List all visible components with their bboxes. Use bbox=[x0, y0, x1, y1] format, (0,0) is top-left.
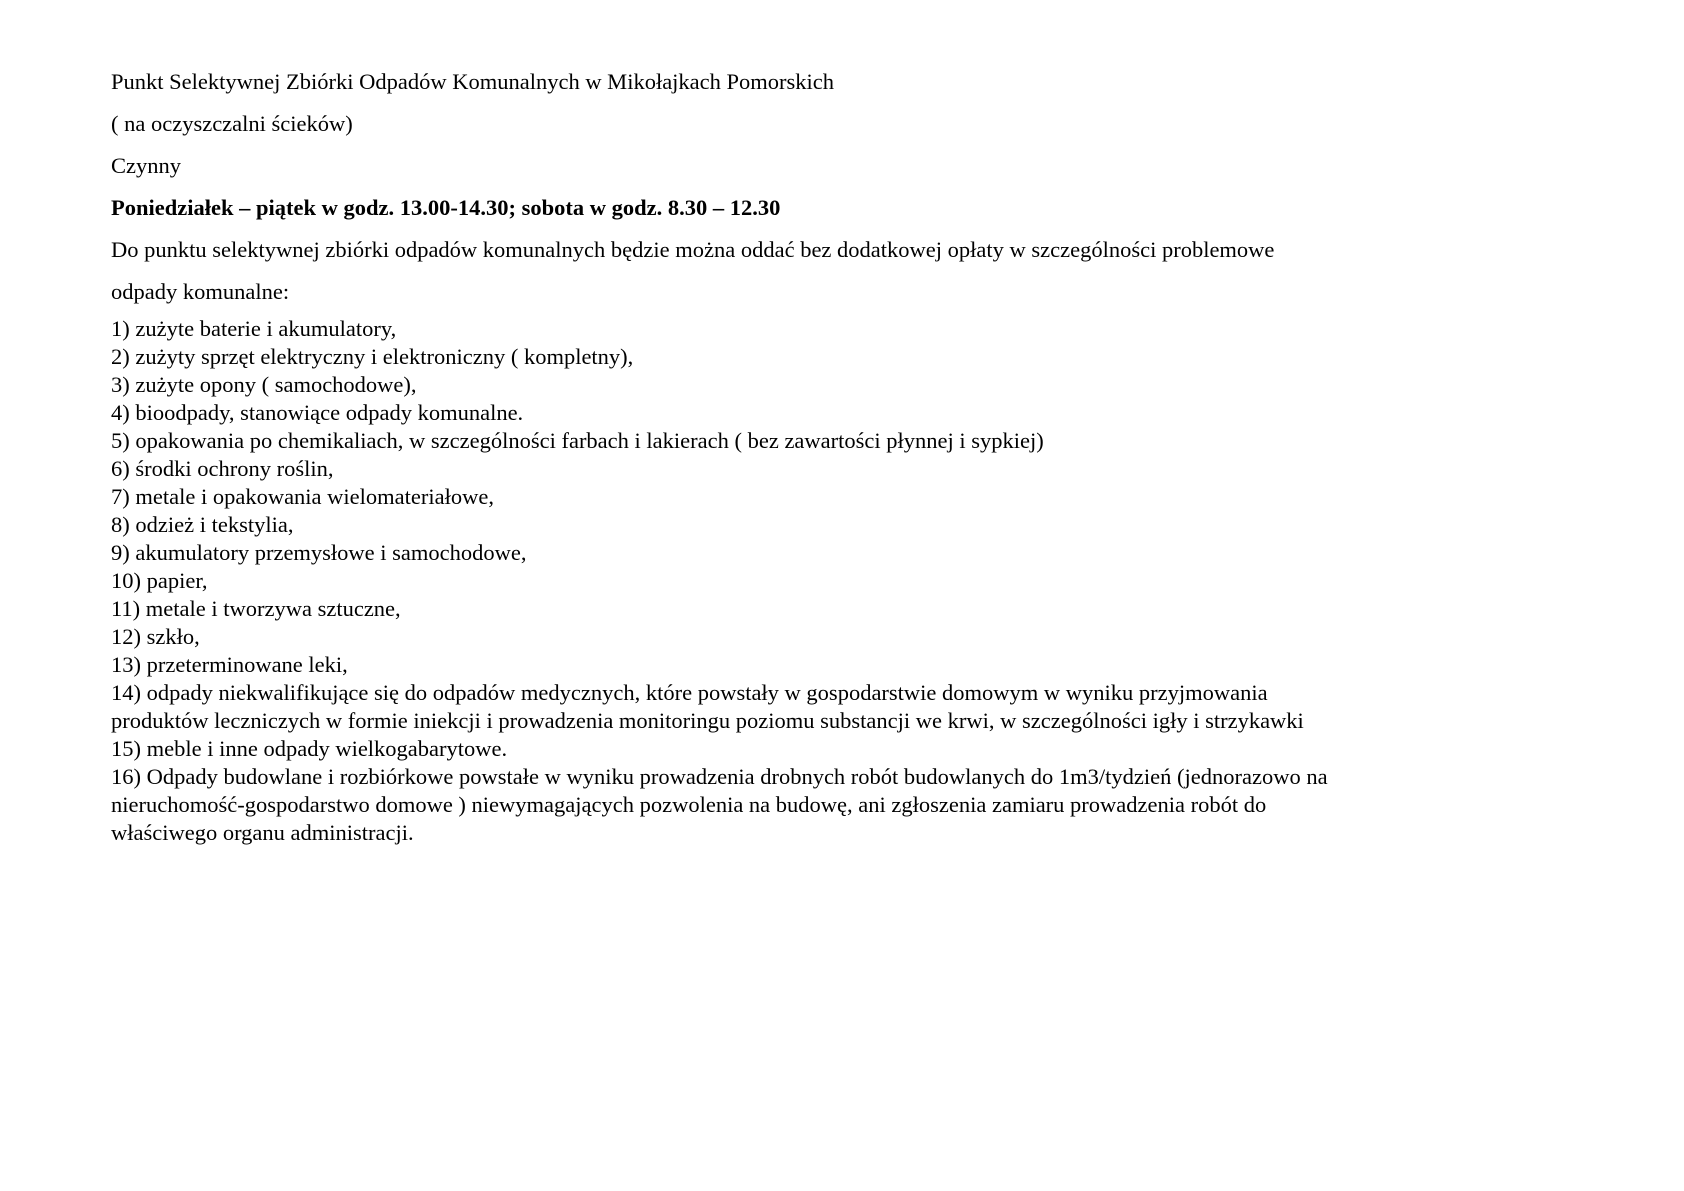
waste-list bbox=[111, 315, 1551, 847]
list-item: 6) środki ochrony roślin, bbox=[111, 456, 334, 481]
list-item: 13) przeterminowane leki, bbox=[111, 652, 348, 677]
document-page bbox=[111, 68, 1551, 847]
open-label: Czynny bbox=[111, 153, 181, 178]
list-item: 1) zużyte baterie i akumulatory, bbox=[111, 316, 397, 341]
document-title: Punkt Selektywnej Zbiórki Odpadów Komunalnych w Mikołajkach Pomorskich bbox=[111, 69, 835, 94]
opening-hours: Poniedziałek – piątek w godz. 13.00-14.30; sobota w godz. 8.30 – 12.30 bbox=[111, 195, 781, 220]
list-item: 14) odpady niekwalifikujące się do odpadów medycznych, które powstały w gospodarstwie domowym w wyniku przyjmowania produktów leczniczych w formie iniekcji i prowadzenia monitoringu poziomu substancji we krwi, w szczególności igły i strzykawki bbox=[111, 680, 1304, 733]
location-note: ( na oczyszczalni ścieków) bbox=[111, 111, 353, 136]
list-item: 9) akumulatory przemysłowe i samochodowe, bbox=[111, 540, 527, 565]
list-item: 16) Odpady budowlane i rozbiórkowe powstałe w wyniku prowadzenia drobnych robót budowlanych do 1m3/tydzień (jednorazowo na nieruchomość-gospodarstwo domowe ) niewymagających pozwolenia na budowę, ani zgłoszenia zamiaru prowadzenia robót do właściwego organu administracji. bbox=[111, 764, 1328, 845]
list-item: 10) papier, bbox=[111, 568, 208, 593]
list-item: 8) odzież i tekstylia, bbox=[111, 512, 294, 537]
list-item: 15) meble i inne odpady wielkogabarytowe. bbox=[111, 736, 508, 761]
list-item: 2) zużyty sprzęt elektryczny i elektroniczny ( kompletny), bbox=[111, 344, 634, 369]
intro-text: Do punktu selektywnej zbiórki odpadów komunalnych będzie można oddać bez dodatkowej opłaty w szczególności problemowe bbox=[111, 237, 1275, 262]
list-item: 4) bioodpady, stanowiące odpady komunalne. bbox=[111, 400, 524, 425]
list-item: 7) metale i opakowania wielomateriałowe, bbox=[111, 484, 494, 509]
list-item: 3) zużyte opony ( samochodowe), bbox=[111, 372, 417, 397]
list-item: 12) szkło, bbox=[111, 624, 200, 649]
list-item: 5) opakowania po chemikaliach, w szczególności farbach i lakierach ( bez zawartości płynnej i sypkiej) bbox=[111, 428, 1044, 453]
list-item: 11) metale i tworzywa sztuczne, bbox=[111, 596, 401, 621]
intro-text-continued: odpady komunalne: bbox=[111, 279, 290, 304]
